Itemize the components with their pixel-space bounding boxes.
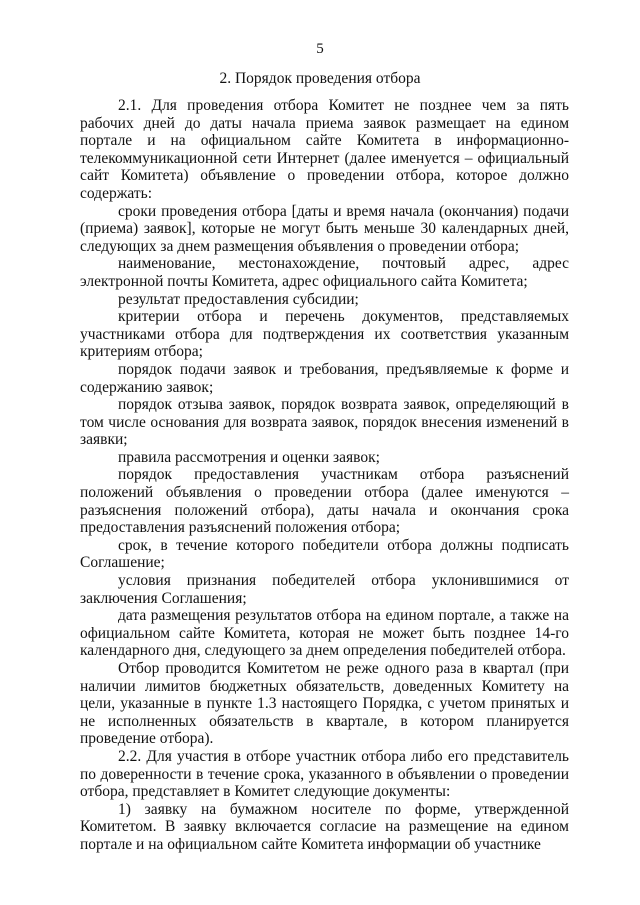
paragraph-committee-address: наименование, местонахождение, почтовый адрес, адрес электронной почты Комитета, адрес официального сайта Комитета;: [80, 255, 569, 290]
document-body: [80, 97, 569, 854]
paragraph-results-publication: дата размещения результатов отбора на едином портале, а также на официальном сайте Комитета, которая не может быть позднее 14-го календарного дня, следующего за днем определения победителей отбора.: [80, 607, 569, 660]
paragraph-selection-deadlines: сроки проведения отбора [даты и время начала (окончания) подачи (приема) заявок], которые не могут быть меньше 30 календарных дней, следующих за днем размещения объявления о проведении отбора;: [80, 202, 569, 255]
paragraph-2-1: 2.1. Для проведения отбора Комитет не позднее чем за пять рабочих дней до даты начала приема заявок размещает на едином портале и на официальном сайте Комитета в информационно-телекоммуникационной сети Интернет (далее именуется – официальный сайт Комитета) объявление о проведении отбора, которое должно содержать:: [80, 97, 569, 202]
section-title: 2. Порядок проведения отбора: [219, 70, 421, 87]
paragraph-withdrawal-procedure: порядок отзыва заявок, порядок возврата заявок, определяющий в том числе основания для возврата заявок, порядок внесения изменений в заявки;: [80, 396, 569, 449]
paragraph-submission-procedure: порядок подачи заявок и требования, предъявляемые к форме и содержанию заявок;: [80, 360, 569, 396]
paragraph-quarterly-selection: Отбор проводится Комитетом не реже одного раза в квартал (при наличии лимитов бюджетных обязательств, доведенных Комитету на цели, указанные в пункте 1.3 настоящего Порядка, с учетом принятых и не исполненных обязательств в квартале, в котором планируется проведение отбора).: [80, 660, 569, 748]
paragraph-item-1-application: 1) заявку на бумажном носителе по форме, утвержденной Комитетом. В заявку включается согласие на размещение на едином портале и на официальном сайте Комитета информации об участнике: [80, 800, 569, 853]
paragraph-subsidy-result: результат предоставления субсидии;: [118, 290, 359, 308]
page-number: 5: [316, 41, 324, 57]
paragraph-clarifications: порядок предоставления участникам отбора разъяснений положений объявления о проведении отбора (далее именуются – разъяснения положений отбора), даты начала и окончания срока предоставления разъяснений положения отбора;: [80, 466, 569, 537]
paragraph-evasion-conditions: условия признания победителей отбора уклонившимися от заключения Соглашения;: [80, 572, 569, 607]
paragraph-selection-criteria: критерии отбора и перечень документов, представляемых участниками отбора для подтверждения их соответствия указанным критериям отбора;: [80, 308, 569, 361]
paragraph-2-2: 2.2. Для участия в отборе участник отбора либо его представитель по доверенности в течение срока, указанного в объявлении о проведении отбора, представляет в Комитет следующие документы:: [80, 747, 569, 801]
paragraph-agreement-deadline: срок, в течение которого победители отбора должны подписать Соглашение;: [80, 536, 569, 572]
paragraph-review-rules: правила рассмотрения и оценки заявок;: [118, 448, 380, 466]
